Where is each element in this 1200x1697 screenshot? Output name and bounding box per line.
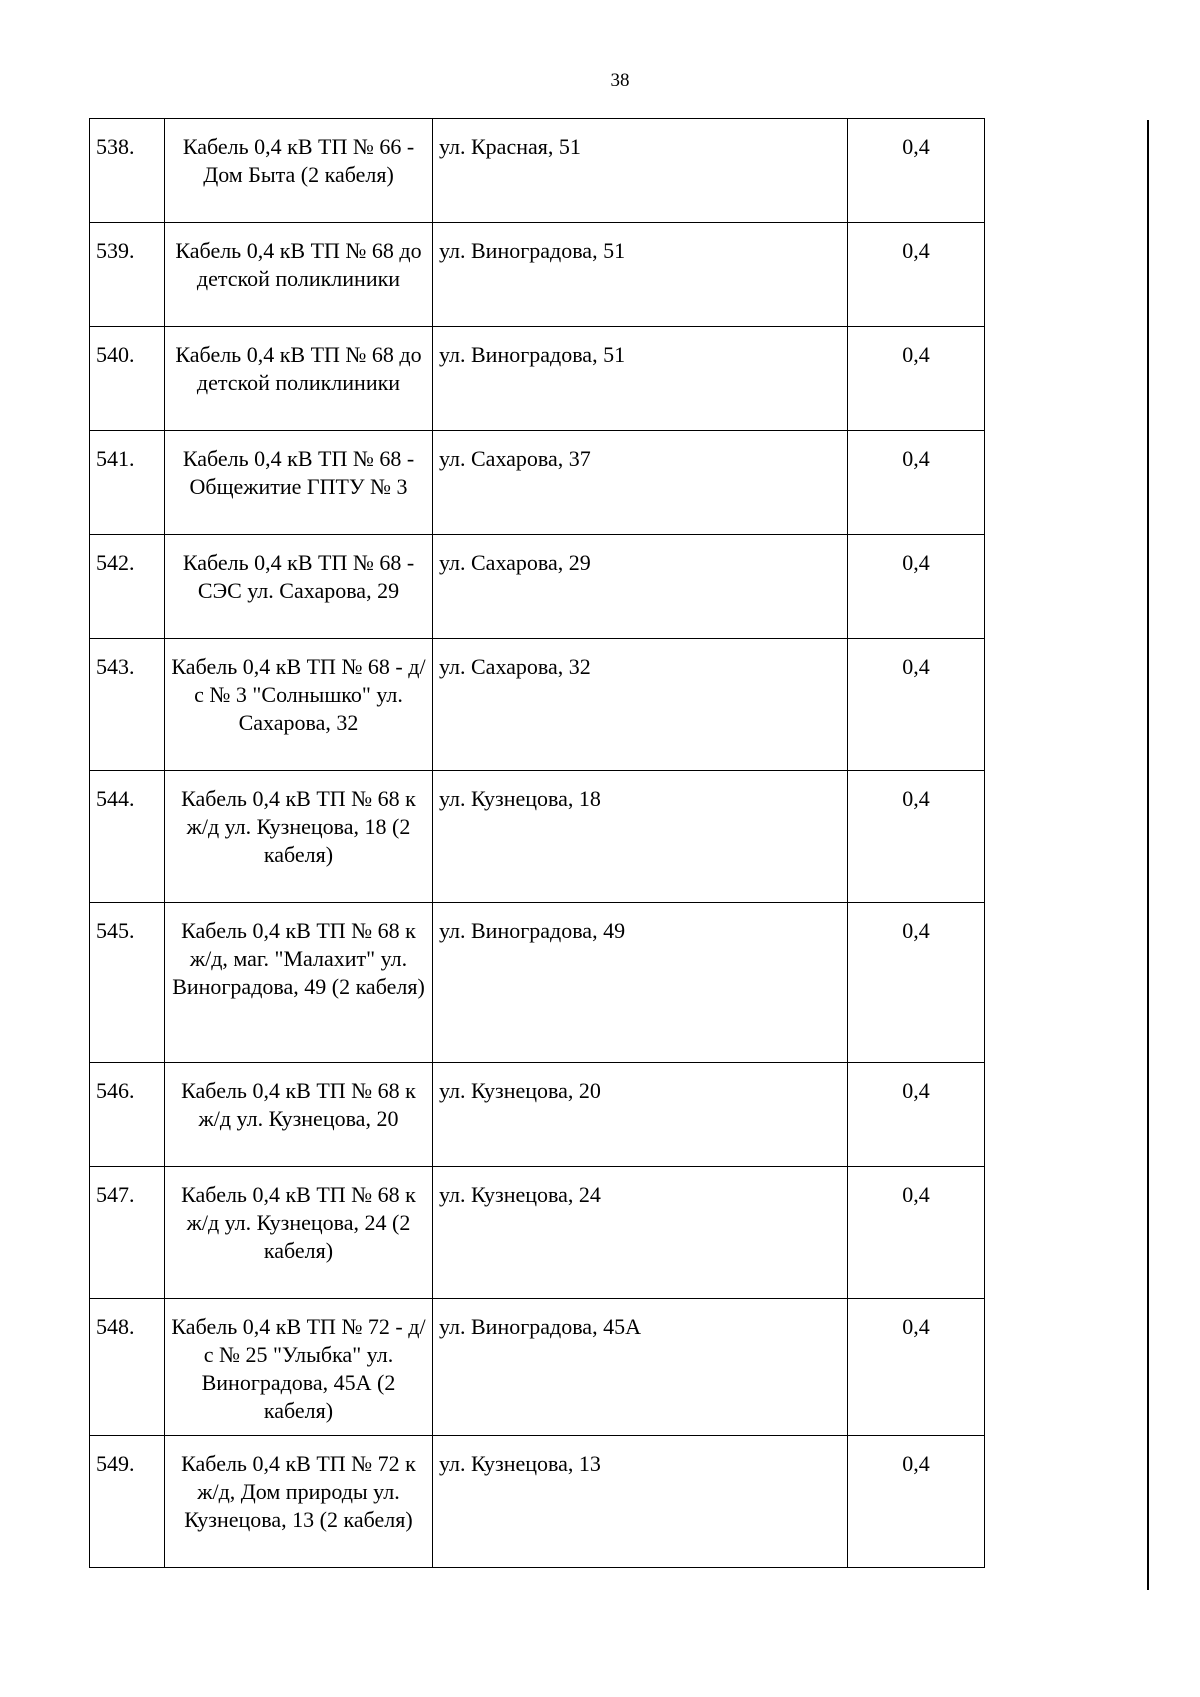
cable-address: ул. Кузнецова, 20 [433, 1063, 848, 1167]
cable-registry-table [89, 118, 985, 1568]
row-number: 549. [90, 1436, 165, 1568]
row-number: 544. [90, 771, 165, 903]
row-number: 547. [90, 1167, 165, 1299]
cable-name: Кабель 0,4 кВ ТП № 66 - Дом Быта (2 кабеля) [165, 119, 433, 223]
cable-name: Кабель 0,4 кВ ТП № 68 к ж/д ул. Кузнецова, 20 [165, 1063, 433, 1167]
cable-name: Кабель 0,4 кВ ТП № 68 - д/с № 3 "Солнышко" ул. Сахарова, 32 [165, 639, 433, 771]
cable-address: ул. Кузнецова, 24 [433, 1167, 848, 1299]
row-number: 548. [90, 1299, 165, 1436]
cable-address: ул. Сахарова, 37 [433, 431, 848, 535]
row-number: 546. [90, 1063, 165, 1167]
cable-voltage: 0,4 [848, 223, 985, 327]
cable-address: ул. Красная, 51 [433, 119, 848, 223]
row-number: 540. [90, 327, 165, 431]
cable-voltage: 0,4 [848, 431, 985, 535]
cable-name: Кабель 0,4 кВ ТП № 68 - Общежитие ГПТУ № 3 [165, 431, 433, 535]
cable-address: ул. Виноградова, 51 [433, 327, 848, 431]
row-number: 539. [90, 223, 165, 327]
cable-voltage: 0,4 [848, 1299, 985, 1436]
row-number: 538. [90, 119, 165, 223]
row-number: 543. [90, 639, 165, 771]
cable-voltage: 0,4 [848, 119, 985, 223]
table-row [90, 771, 985, 903]
cable-voltage: 0,4 [848, 903, 985, 1063]
cable-address: ул. Сахарова, 32 [433, 639, 848, 771]
table-row [90, 431, 985, 535]
cable-voltage: 0,4 [848, 1436, 985, 1568]
cable-voltage: 0,4 [848, 1167, 985, 1299]
cable-voltage: 0,4 [848, 327, 985, 431]
table-row [90, 119, 985, 223]
margin-rule [1147, 120, 1149, 1590]
table-row [90, 535, 985, 639]
row-number: 542. [90, 535, 165, 639]
table-body [90, 119, 985, 1568]
table-row [90, 327, 985, 431]
table-row [90, 639, 985, 771]
cable-name: Кабель 0,4 кВ ТП № 68 к ж/д ул. Кузнецова, 18 (2 кабеля) [165, 771, 433, 903]
cable-name: Кабель 0,4 кВ ТП № 68 к ж/д ул. Кузнецова, 24 (2 кабеля) [165, 1167, 433, 1299]
cable-name: Кабель 0,4 кВ ТП № 68 до детской поликлиники [165, 223, 433, 327]
cable-name: Кабель 0,4 кВ ТП № 72 к ж/д, Дом природы ул. Кузнецова, 13 (2 кабеля) [165, 1436, 433, 1568]
row-number: 545. [90, 903, 165, 1063]
cable-address: ул. Виноградова, 49 [433, 903, 848, 1063]
cable-voltage: 0,4 [848, 535, 985, 639]
cable-name: Кабель 0,4 кВ ТП № 68 - СЭС ул. Сахарова, 29 [165, 535, 433, 639]
cable-voltage: 0,4 [848, 1063, 985, 1167]
cable-address: ул. Кузнецова, 18 [433, 771, 848, 903]
cable-name: Кабель 0,4 кВ ТП № 72 - д/с № 25 "Улыбка" ул. Виноградова, 45А (2 кабеля) [165, 1299, 433, 1436]
cable-address: ул. Виноградова, 51 [433, 223, 848, 327]
table-row [90, 223, 985, 327]
row-number: 541. [90, 431, 165, 535]
table-row [90, 1299, 985, 1436]
table-row [90, 1167, 985, 1299]
cable-address: ул. Виноградова, 45А [433, 1299, 848, 1436]
table-row [90, 1063, 985, 1167]
cable-voltage: 0,4 [848, 639, 985, 771]
table-row [90, 1436, 985, 1568]
cable-address: ул. Сахарова, 29 [433, 535, 848, 639]
page-number: 38 [610, 70, 630, 91]
cable-voltage: 0,4 [848, 771, 985, 903]
cable-name: Кабель 0,4 кВ ТП № 68 к ж/д, маг. "Малахит" ул. Виноградова, 49 (2 кабеля) [165, 903, 433, 1063]
table-row [90, 903, 985, 1063]
cable-address: ул. Кузнецова, 13 [433, 1436, 848, 1568]
cable-name: Кабель 0,4 кВ ТП № 68 до детской поликлиники [165, 327, 433, 431]
